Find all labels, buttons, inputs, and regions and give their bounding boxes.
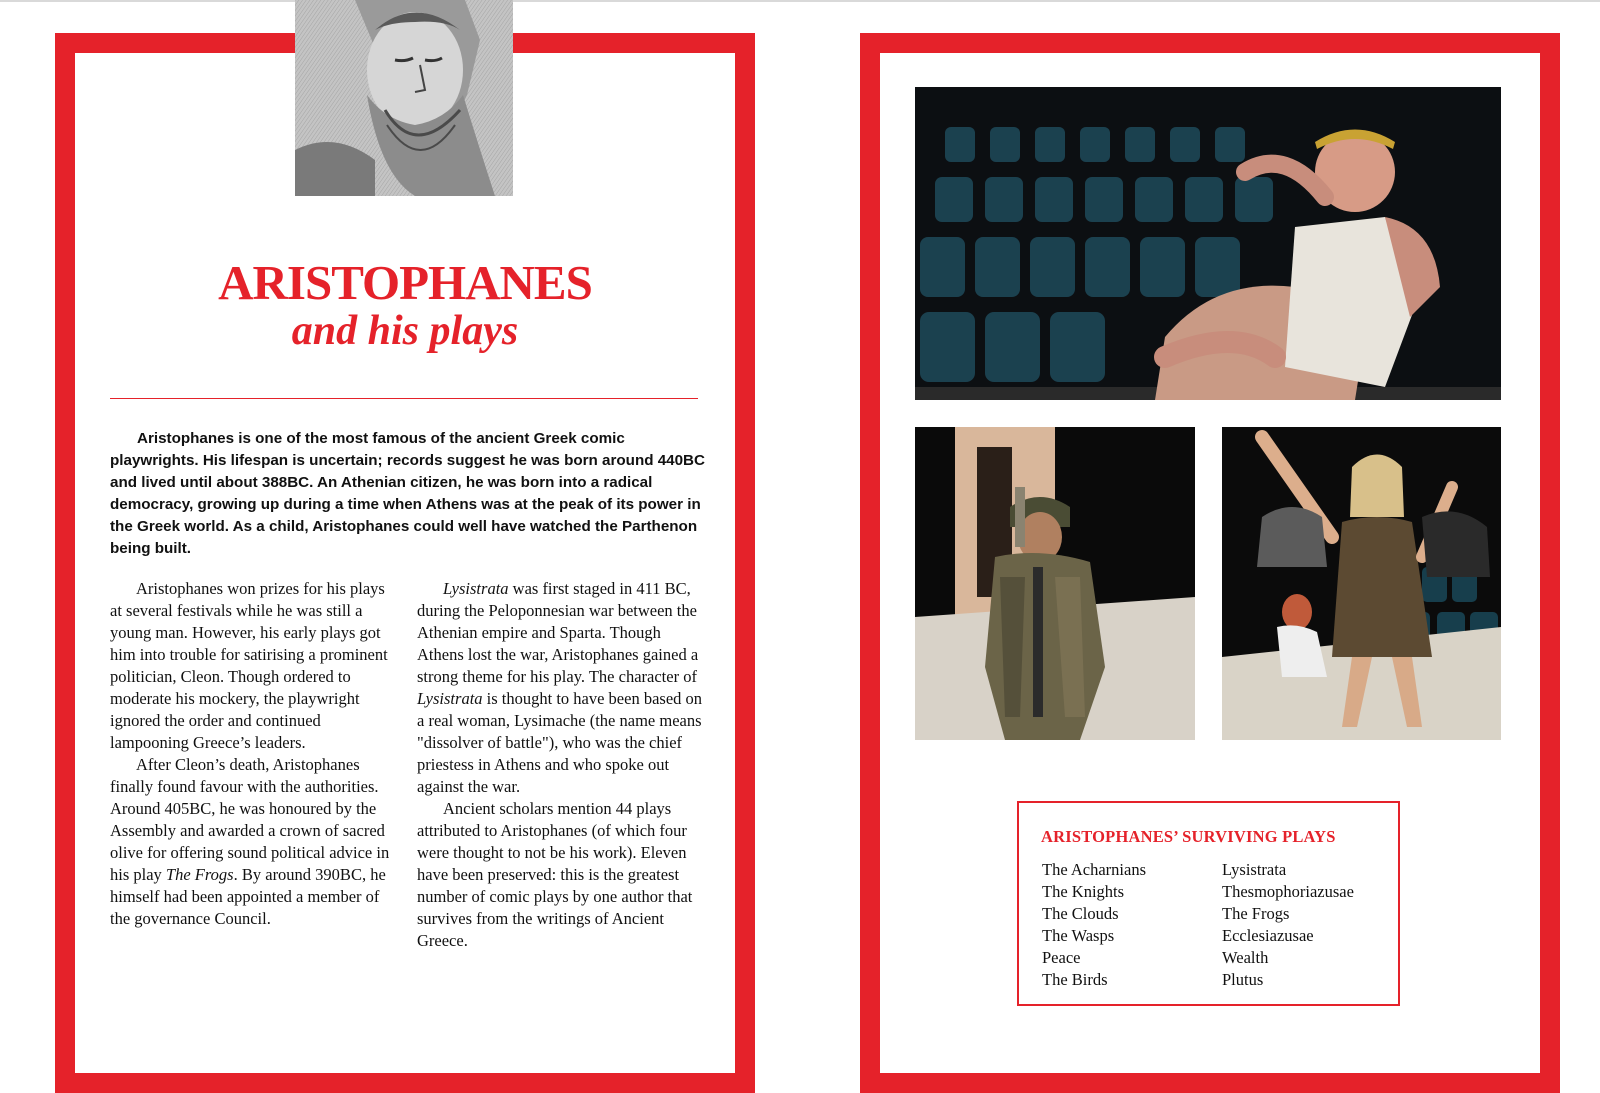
col1-p2-italic-title: The Frogs [165,865,234,884]
play-item: Thesmophoriazusae [1222,882,1354,901]
photo-theatre-seats-actor [915,87,1501,400]
col2-p1-text-a: was first staged in 411 BC, during the Peloponnesian war between the Athenian empire and Sparta. Though Athens lost the war, Aristophanes gained a strong theme for his play. The character of [417,579,699,686]
surviving-plays-heading: ARISTOPHANES’ SURVIVING PLAYS [1041,827,1336,846]
body-column-2 [417,578,707,952]
play-item: Ecclesiazusae [1222,926,1314,945]
article-subtitle: and his plays [291,308,519,354]
play-item: The Frogs [1222,904,1290,923]
intro-paragraph: Aristophanes is one of the most famous of the ancient Greek comic playwrights. His lifespan is uncertain; records suggest he was born around 440BC and lived until about 388BC. An Athenian citizen, he was born into a radical democracy, growing up during a time when Athens was at the peak of its power in the Greek world. As a child, Aristophanes could well have watched the Parthenon being built. [110,430,705,557]
stage-photo-soldier-actor [915,427,1195,740]
portrait-illustration [295,0,513,196]
col1-paragraph-2 [110,754,400,930]
play-item: The Clouds [1042,904,1119,923]
play-item: The Acharnians [1042,860,1147,879]
top-edge-line [0,0,1600,2]
play-item: Peace [1042,948,1081,967]
col1-p2-end: . By around 390BC, he himself had been appointed a member of the governance Council. [110,865,386,928]
col2-p1-text-b: is thought to have been based on a real woman, Lysimache (the name means "dissolver of battle"), who was the chief priestess in Athens and who spoke out against the war. [417,689,703,796]
play-item: Plutus [1222,970,1264,989]
col1-paragraph-1: Aristophanes won prizes for his plays at several festivals while he was still a young man. However, his early plays got him into trouble for satirising a prominent politician, Cleon. Though ordered to moderate his mockery, the playwright ignored the order and continued lampooning Greece’s leaders. [110,579,388,752]
surviving-plays-list-a [1042,859,1146,991]
stage-photo-actress-with-handbags [1222,427,1501,740]
photo-soldier-on-stage [915,427,1195,740]
play-item: Wealth [1222,948,1269,967]
col2-p1-italic-title-2: Lysistrata [417,689,483,708]
col2-paragraph-2: Ancient scholars mention 44 plays attributed to Aristophanes (of which four were thought to not be his work). Eleven have been preserved: this is the greatest number of comic plays by one author that survives from the writings of Ancient Greece. [417,799,693,950]
play-item: The Wasps [1042,926,1115,945]
col2-p1-italic-title: Lysistrata [443,579,509,598]
article-title: ARISTOPHANES [218,255,592,310]
col1-p2-start: After Cleon’s death, Aristophanes finally found favour with the authorities. Around 405BC, he was honoured by the Assembly and awarded a crown of sacred olive for offering sound political advice in his play [110,755,390,884]
col2-paragraph-1 [417,578,707,798]
aristophanes-portrait-engraving [295,0,513,196]
play-item: The Knights [1042,882,1125,901]
stage-photo-laurel-actor [915,87,1501,400]
play-item: The Birds [1042,970,1108,989]
surviving-plays-box [1017,801,1400,1006]
photo-actress-on-stage [1222,427,1501,740]
title-divider [110,398,698,399]
body-column-1 [110,578,400,930]
play-item: Lysistrata [1222,860,1287,879]
surviving-plays-list-b [1222,859,1354,991]
